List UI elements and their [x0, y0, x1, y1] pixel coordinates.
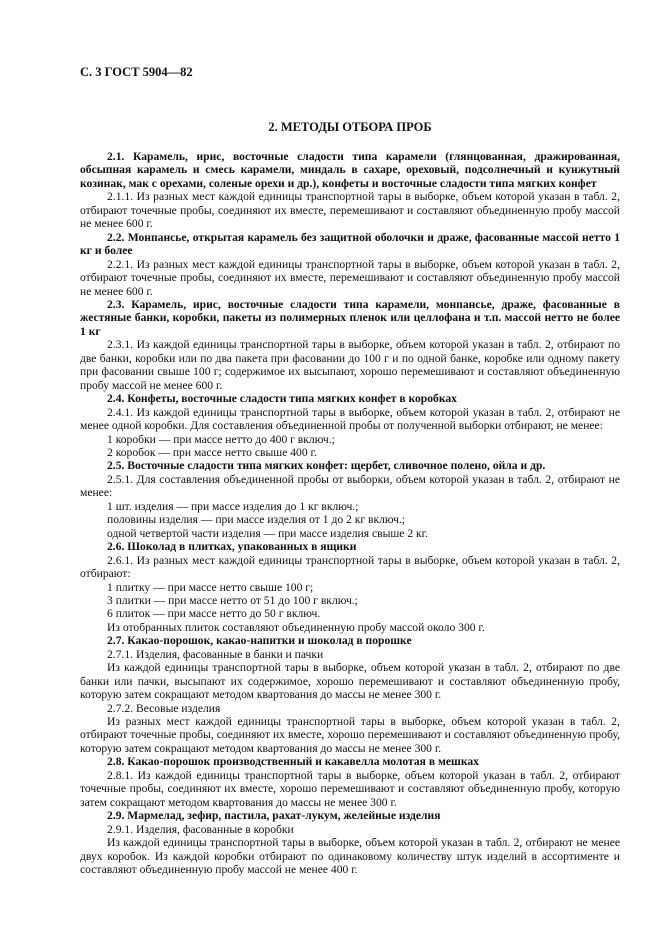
list-line: 1 плитку — при массе нетто свыше 100 г;	[107, 580, 314, 594]
list-line: 2.7.2. Весовые изделия	[107, 701, 221, 715]
subsection-heading: 2.4. Конфеты, восточные сладости типа мягких конфет в коробках	[107, 392, 457, 406]
document-body	[80, 150, 620, 876]
subsection-heading: 2.3. Карамель, ирис, восточные сладости типа карамели, монпансье, драже, фасованные в жестяные банки, коробки, пакеты из полимерных пленок или целлофана и т.п. массой нетто не более 1 кг	[80, 297, 620, 338]
paragraph: Из каждой единицы транспортной тары в выборке, объем которой указан в табл. 2, отбирают не менее двух коробок. Из каждой коробки отбирают по одинаковому количеству штук изделий в ассортименте и составляют объединенную пробу массой не менее 400 г.	[80, 836, 620, 877]
paragraph: Из каждой единицы транспортной тары в выборке, объем которой указан в табл. 2, отбирают по две банки или пачки, высыпают их содержимое, хорошо перемешивают и составляют объединенную пробу, которую затем сокращают методом квартования до массы не менее 300 г.	[80, 661, 620, 702]
subsection-heading: 2.9. Мармелад, зефир, пастила, рахат-лукум, желейные изделия	[107, 809, 441, 823]
list-line: Из отобранных плиток составляют объединенную пробу массой около 300 г.	[107, 620, 485, 634]
list-line: 1 шт. изделия — при массе изделия до 1 кг включ.;	[107, 499, 359, 513]
subsection-heading: 2.5. Восточные сладости типа мягких конфет: щербет, сливочное полено, ойла и др.	[107, 459, 546, 473]
list-line: 3 плитки — при массе нетто от 51 до 100 г включ.;	[107, 593, 358, 607]
list-line: 6 плиток — при массе нетто до 50 г включ.	[107, 607, 321, 621]
subsection-heading: 2.7. Какао-порошок, какао-напитки и шоколад в порошке	[107, 634, 412, 648]
page-header: С. 3 ГОСТ 5904—82	[80, 65, 193, 79]
list-line: 2.7.1. Изделия, фасованные в банки и пачки	[107, 647, 324, 661]
paragraph: 2.6.1. Из разных мест каждой единицы транспортной тары в выборке, объем которой указан в табл. 2, отбирают:	[80, 553, 620, 581]
paragraph: 2.3.1. Из каждой единицы транспортной тары в выборке, объем которой указан в табл. 2, отбирают по две банки, коробки или по два пакета при фасовании до 100 г и по одной банке, коробке или одному пакету при фасовании свыше 100 г; содержимое их высыпают, хорошо перемешивают и составляют объединенную пробу массой не менее 600 г.	[80, 338, 620, 392]
section-title: 2. МЕТОДЫ ОТБОРА ПРОБ	[268, 120, 432, 134]
paragraph: 2.5.1. Для составления объединенной пробы от выборки, объем которой указан в табл. 2, отбирают не менее:	[80, 472, 620, 500]
list-line: половины изделия — при массе изделия от 1 до 2 кг включ.;	[107, 513, 406, 527]
paragraph: Из разных мест каждой единицы транспортной тары в выборке, объем которой указан в табл. 2, отбирают точечные пробы, соединяют их вместе, хорошо перемешивают и составляют объединенную пробу, которую затем сокращают методом квартования до массы не менее 300 г.	[80, 715, 620, 755]
list-line: 2 коробок — при массе нетто свыше 400 г.	[107, 445, 317, 459]
paragraph: 2.4.1. Из каждой единицы транспортной тары в выборке, объем которой указан в табл. 2, отбирают не менее одной коробки. Для составления объединенной пробы от полученной выборки отбирают, не менее:	[80, 405, 620, 433]
list-line: 2.9.1. Изделия, фасованные в коробки	[107, 822, 294, 836]
subsection-heading: 2.6. Шоколад в плитках, упакованных в ящики	[107, 540, 357, 554]
list-line: одной четвертой части изделия — при массе изделия свыше 2 кг.	[107, 526, 429, 540]
list-line: 1 коробки — при массе нетто до 400 г включ.;	[107, 432, 335, 446]
subsection-heading: 2.1. Карамель, ирис, восточные сладости типа карамели (глянцованная, дражированная, обсыпная карамель и смесь карамели, миндаль в сахаре, ореховый, подсолнечный и кунжутный козинак, мак с орехами, соленые орехи и др.), конфеты и восточные сладости типа мягких конфет	[80, 150, 620, 190]
subsection-heading: 2.2. Монпансье, открытая карамель без защитной оболочки и драже, фасованные массой нетто 1 кг и более	[80, 230, 620, 258]
paragraph: 2.8.1. Из каждой единицы транспортной тары в выборке, объем которой указан в табл. 2, отбирают точечные пробы, соединяют их вместе, хорошо перемешивают и составляют объединенную пробу, которую затем сокращают методом квартования до массы не менее 300 г.	[80, 768, 620, 809]
subsection-heading: 2.8. Какао-порошок производственный и какавелла молотая в мешках	[107, 755, 479, 769]
paragraph: 2.2.1. Из разных мест каждой единицы транспортной тары в выборке, объем которой указан в табл. 2, отбирают точечные пробы, соединяют их вместе, перемешивают и составляют объединенную пробу массой не менее 600 г.	[80, 257, 620, 298]
paragraph: 2.1.1. Из разных мест каждой единицы транспортной тары в выборке, объем которой указан в табл. 2, отбирают точечные пробы, соединяют их вместе, перемешивают и составляют объединенную пробу массой не менее 600 г.	[80, 190, 620, 231]
